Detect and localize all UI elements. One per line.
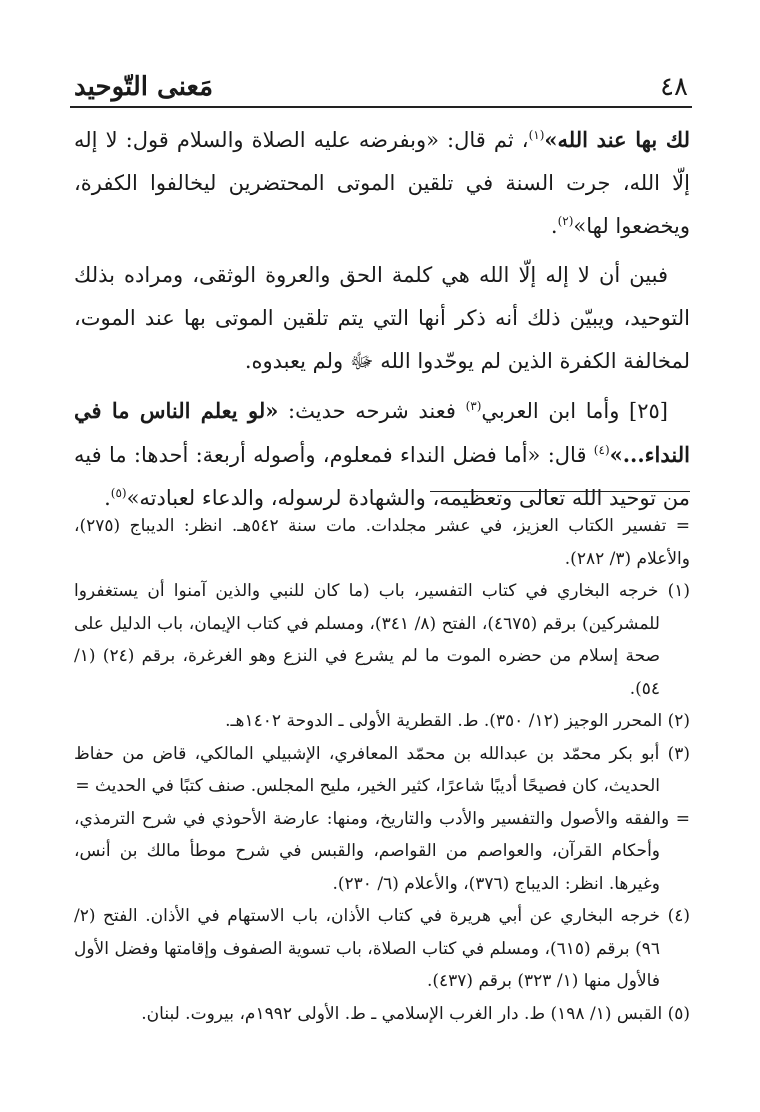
footnote-1: (١) خرجه البخاري في كتاب التفسير، باب (ما كان للنبي والذين آمنوا أن يستغفروا للمشركين) برقم (٤٦٧٥)، الفتح (٨/ ٣٤١)، ومسلم في كتاب الإيمان، باب الدليل على صحة إسلام من حضره الموت ما لم يشرع في النزع وهو الغرغرة، برقم (٢٤) (١/ ٥٤). — [74, 581, 690, 699]
paragraph-3-tail: . — [104, 486, 111, 510]
paragraph-3-lead: [٢٥] وأما ابن العربي — [481, 399, 668, 423]
footnotes — [74, 510, 690, 1030]
footnote-ref-5: (٥) — [110, 486, 127, 500]
hadith-quote: «لو يعلم الناس ما في النداء...» — [74, 398, 690, 467]
footnote-ref-1: (١) — [528, 128, 545, 142]
footnote-continuation: = تفسير الكتاب العزيز، في عشر مجلدات. مات سنة ٥٤٢هـ. انظر: الديباج (٢٧٥)، والأعلام (٣/ ٢٨٢). — [74, 516, 690, 569]
paragraph-1 — [74, 118, 690, 248]
quote-bold: لك بها عند الله» — [544, 127, 690, 152]
footnote-separator — [430, 491, 690, 492]
footnote-ref-3: (٣) — [465, 399, 482, 413]
paragraph-1-text: ، ثم قال: «وبفرضه عليه الصلاة والسلام قول: لا إله إلّا الله، جرت السنة في تلقين الموتى المحتضرين ليخالفوا الكفرة، ويخضعوا لها» — [74, 128, 690, 238]
page-header — [70, 64, 692, 108]
footnote-3: (٣) أبو بكر محمّد بن عبدالله بن محمّد المعافري، الإشبيلي المالكي، قاض من حفاظ الحديث، كان فصيحًا أديبًا شاعرًا، كثير الخير، مليح المجلس. صنف كتبًا في الحديث = — [74, 743, 690, 796]
running-title: مَعنى التّوحيد — [74, 72, 214, 102]
footnote-3-cont: = والفقه والأصول والتفسير والأدب والتاريخ، ومنها: عارضة الأحوذي في شرح الترمذي، وأحكام القرآن، والعواصم من القواصم، والقبس في شرح موطأ مالك بن أنس، وغيرها. انظر: الديباج (٣٧٦)، والأعلام (٦/ ٢٣٠). — [74, 808, 690, 894]
paragraph-3-text: قال: «أما فضل النداء فمعلوم، وأصوله أربعة: أحدها: ما فيه من توحيد الله تعالى وتعظيمه، والشهادة لرسوله، والدعاء لعبادته» — [74, 443, 690, 510]
footnote-ref-4: (٤) — [593, 443, 610, 457]
main-text — [74, 118, 690, 520]
footnote-4: (٤) خرجه البخاري عن أبي هريرة في كتاب الأذان، باب الاستهام في الأذان. الفتح (٢/ ٩٦) برقم (٦١٥)، ومسلم في كتاب الصلاة، باب تسوية الصفوف وإقامتها وفضل الأول فالأول منها (١/ ٣٢٣) برقم (٤٣٧). — [74, 906, 690, 991]
paragraph-1-tail: . — [550, 214, 558, 238]
paragraph-3 — [74, 389, 690, 520]
header-rule — [70, 106, 692, 108]
page-number: ٤٨ — [660, 72, 688, 102]
footnote-2: (٢) المحرر الوجيز (١٢/ ٣٥٠). ط. القطرية الأولى ـ الدوحة ١٤٠٢هـ. — [225, 711, 690, 731]
footnote-5: (٥) القبس (١/ ١٩٨) ط. دار الغرب الإسلامي ـ ط. الأولى ١٩٩٢م، بيروت. لبنان. — [141, 1003, 690, 1024]
paragraph-2: فبين أن لا إله إلّا الله هي كلمة الحق والعروة الوثقى، ومراده بذلك التوحيد، ويبيّن ذلك أنه ذكر أنها التي يتم تلقين الموتى بها عند الموت، لمخالفة الكفرة الذين لم يوحّدوا الله ﷻ ولم يعبدوه. — [74, 263, 690, 373]
paragraph-3-mid: فعند شرحه حديث: — [278, 399, 466, 423]
footnote-ref-2: (٢) — [557, 214, 574, 228]
